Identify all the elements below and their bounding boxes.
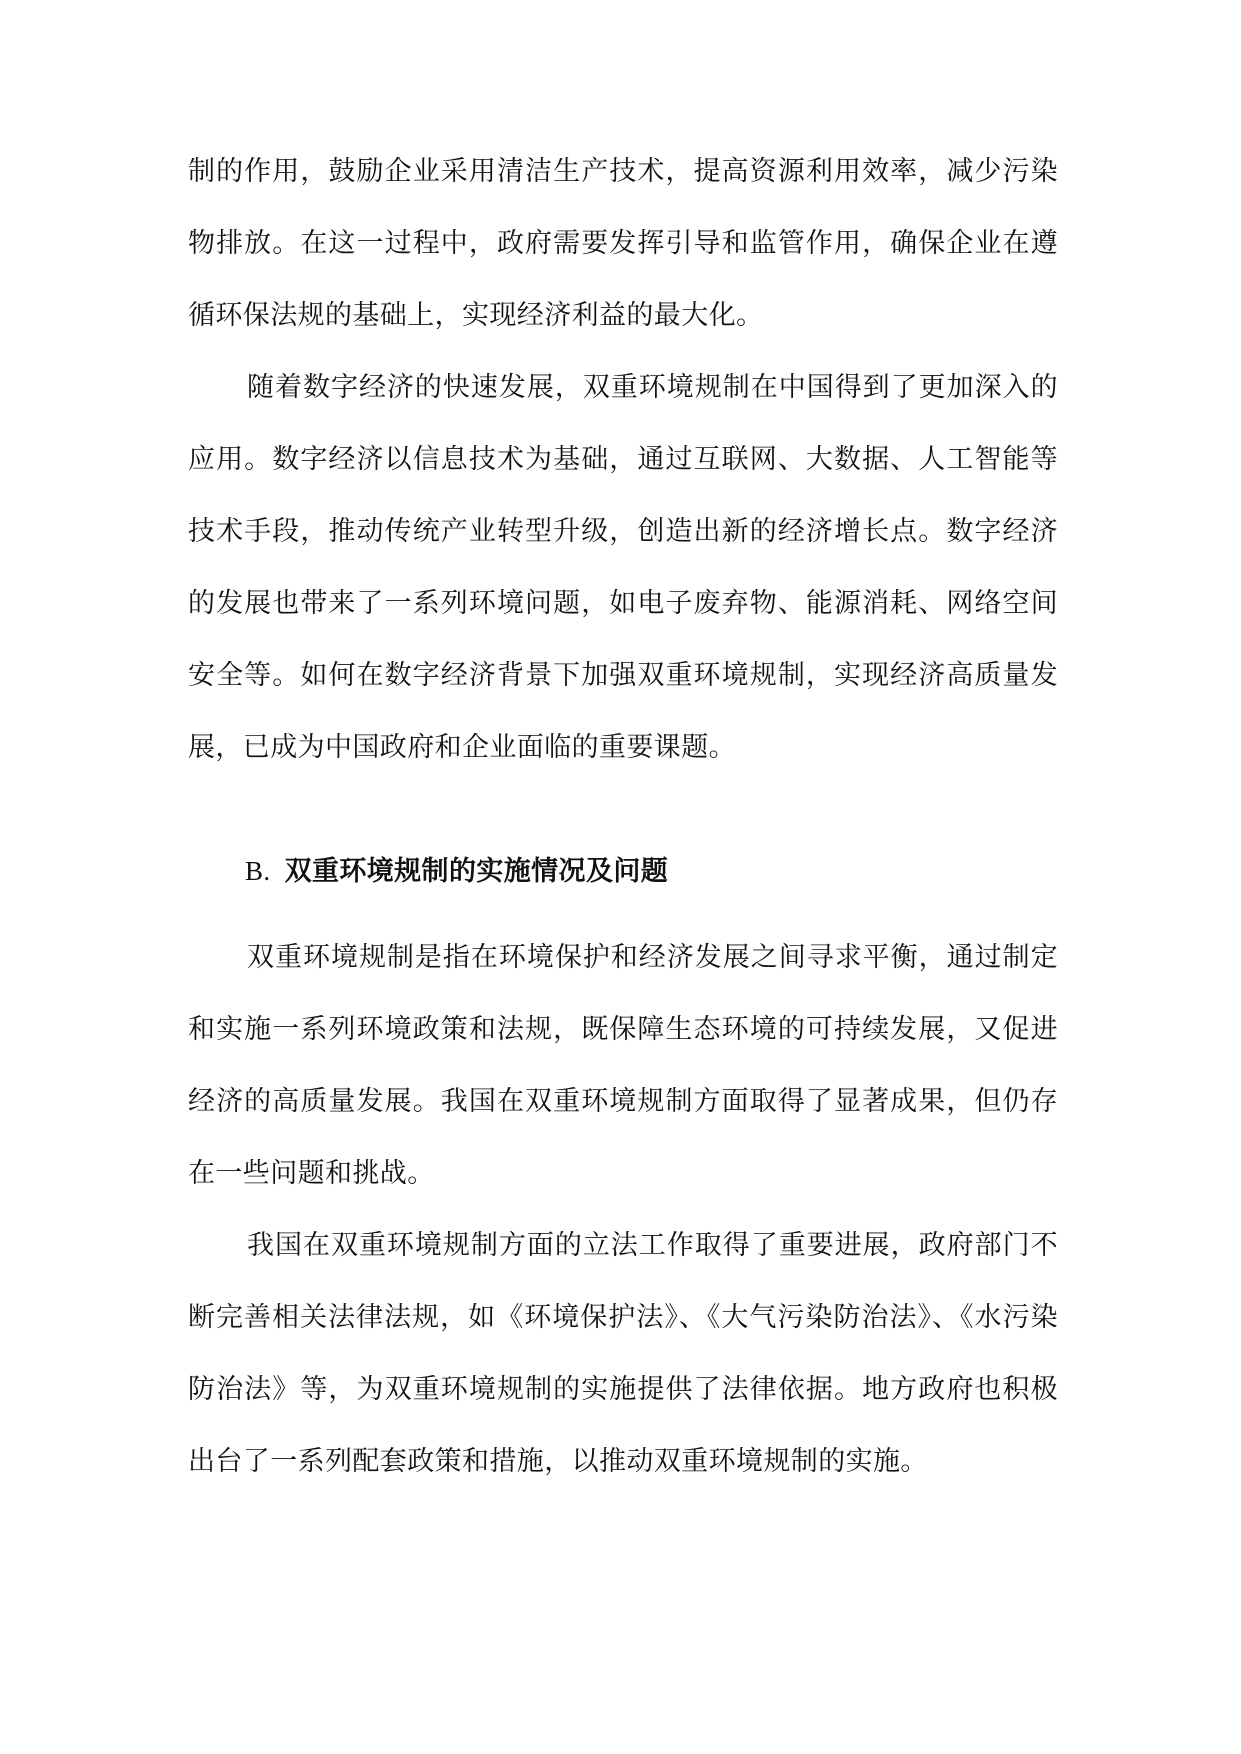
section-heading — [245, 851, 668, 892]
section-heading-marker: B. — [245, 856, 271, 886]
section-heading-title: 双重环境规制的实施情况及问题 — [284, 856, 669, 887]
paragraph-definition: 双重环境规制是指在环境保护和经济发展之间寻求平衡，通过制定和实施一系列环境政策和法规，既保障生态环境的可持续发展，又促进经济的高质量发展。我国在双重环境规制方面取得了显著成果，但仍存在一些问题和挑战。 — [188, 942, 1058, 1189]
paragraph-legislation: 我国在双重环境规制方面的立法工作取得了重要进展，政府部门不断完善相关法律法规，如《环境保护法》、《大气污染防治法》、《水污染防治法》等，为双重环境规制的实施提供了法律依据。地方政府也积极出台了一系列配套政策和措施，以推动双重环境规制的实施。 — [188, 1230, 1058, 1477]
paragraph-continuation: 制的作用，鼓励企业采用清洁生产技术，提高资源利用效率，减少污染物排放。在这一过程中，政府需要发挥引导和监管作用，确保企业在遵循环保法规的基础上，实现经济利益的最大化。 — [188, 156, 1058, 331]
paragraph-digital-economy: 随着数字经济的快速发展，双重环境规制在中国得到了更加深入的应用。数字经济以信息技术为基础，通过互联网、大数据、人工智能等技术手段，推动传统产业转型升级，创造出新的经济增长点。数字经济的发展也带来了一系列环境问题，如电子废弃物、能源消耗、网络空间安全等。如何在数字经济背景下加强双重环境规制，实现经济高质量发展，已成为中国政府和企业面临的重要课题。 — [188, 372, 1058, 763]
